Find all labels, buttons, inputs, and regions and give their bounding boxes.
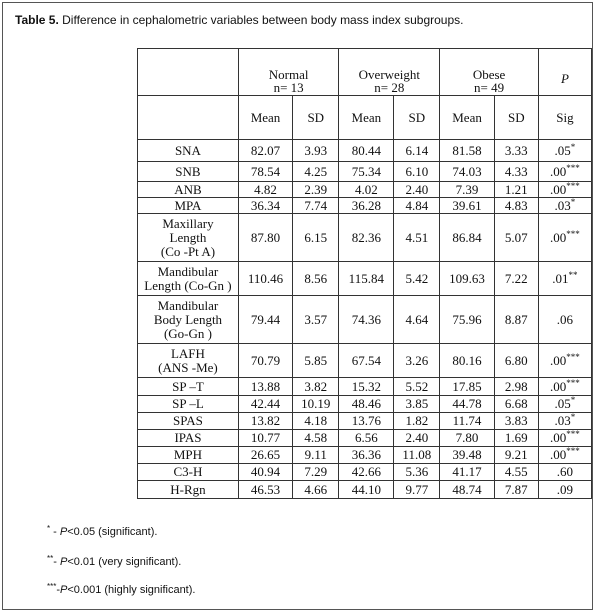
- sig-cell: [538, 481, 591, 499]
- significance-mark: ***: [566, 377, 580, 388]
- obese-sd-cell: 3.83: [494, 413, 538, 430]
- normal-mean-cell: 36.34: [238, 198, 292, 214]
- obese-mean-cell: 17.85: [440, 378, 494, 396]
- obese-sd-cell: 3.33: [494, 140, 538, 162]
- normal-sd-cell: 3.93: [293, 140, 339, 162]
- overweight-mean-cell: 75.34: [339, 162, 394, 182]
- normal-mean-cell: 40.94: [238, 464, 292, 481]
- footnote-p: P: [60, 584, 68, 596]
- variable-name: [138, 296, 239, 344]
- obese-sd-cell: 4.83: [494, 198, 538, 214]
- overweight-sd-cell: 4.51: [394, 214, 440, 262]
- sig-value: .05: [554, 142, 571, 158]
- variable-name-line: SNB: [175, 163, 201, 179]
- obese-mean-cell: 41.17: [440, 464, 494, 481]
- subheader-sd: SD: [293, 96, 339, 140]
- overweight-sd-cell: 4.84: [394, 198, 440, 214]
- normal-sd-cell: 7.29: [293, 464, 339, 481]
- sig-value: .00: [550, 229, 567, 245]
- overweight-mean-cell: 42.66: [339, 464, 394, 481]
- footnote-mark: ***: [47, 582, 57, 591]
- table-row: [138, 140, 592, 162]
- sig-value: .00: [550, 163, 567, 179]
- obese-mean-cell: 11.74: [440, 413, 494, 430]
- normal-mean-cell: 4.82: [238, 182, 292, 198]
- sig-value: .03: [554, 197, 571, 213]
- caption-text: Difference in cephalometric variables between body mass index subgroups.: [58, 13, 464, 27]
- significance-mark: ***: [566, 228, 580, 239]
- normal-sd-cell: 2.39: [293, 182, 339, 198]
- table-row: [138, 413, 592, 430]
- overweight-mean-cell: 67.54: [339, 344, 394, 378]
- footnote-separator: -: [53, 556, 60, 568]
- overweight-mean-cell: 4.02: [339, 182, 394, 198]
- sig-cell: [538, 198, 591, 214]
- table-body: [138, 140, 592, 499]
- normal-sd-cell: 6.15: [293, 214, 339, 262]
- variable-name-line: SP –T: [172, 378, 204, 394]
- overweight-mean-cell: 115.84: [339, 262, 394, 296]
- significance-mark: *: [570, 141, 576, 152]
- variable-name: [138, 430, 239, 447]
- overweight-sd-cell: 2.40: [394, 430, 440, 447]
- overweight-mean-cell: 15.32: [339, 378, 394, 396]
- significance-mark: ***: [566, 162, 580, 173]
- variable-name: [138, 396, 239, 413]
- normal-mean-cell: 110.46: [238, 262, 292, 296]
- obese-sd-cell: 7.22: [494, 262, 538, 296]
- variable-name-line: IPAS: [174, 430, 202, 445]
- significance-mark: ***: [566, 446, 580, 456]
- normal-mean-cell: 82.07: [238, 140, 292, 162]
- overweight-sd-cell: 5.52: [394, 378, 440, 396]
- obese-sd-cell: 4.55: [494, 464, 538, 481]
- subheader-sd: SD: [494, 96, 538, 140]
- obese-sd-cell: 5.07: [494, 214, 538, 262]
- overweight-sd-cell: 6.10: [394, 162, 440, 182]
- variable-name-line: SNA: [174, 142, 201, 158]
- sig-value: .00: [550, 378, 567, 394]
- table-row: [138, 464, 592, 481]
- overweight-sd-cell: 9.77: [394, 481, 440, 499]
- obese-sd-cell: 9.21: [494, 447, 538, 464]
- sig-cell: [538, 464, 591, 481]
- footnote-mark: *: [47, 524, 51, 533]
- overweight-sd-cell: 3.85: [394, 396, 440, 413]
- variable-name-line: MPA: [174, 197, 202, 213]
- table-row: [138, 262, 592, 296]
- variable-name-line: Mandibular: [157, 297, 219, 313]
- header-corner: [138, 49, 239, 96]
- overweight-mean-cell: 36.28: [339, 198, 394, 214]
- table-row: [138, 481, 592, 499]
- normal-sd-cell: 4.18: [293, 413, 339, 430]
- obese-sd-cell: 6.68: [494, 396, 538, 413]
- significance-mark: ***: [566, 180, 580, 191]
- normal-mean-cell: 42.44: [238, 396, 292, 413]
- footnote: [47, 526, 157, 538]
- normal-mean-cell: 13.82: [238, 413, 292, 430]
- sig-cell: [538, 296, 591, 344]
- sig-value: .00: [550, 447, 567, 462]
- subheader-mean: Mean: [440, 96, 494, 140]
- significance-mark: ***: [566, 351, 580, 362]
- normal-mean-cell: 13.88: [238, 378, 292, 396]
- table-caption: [15, 13, 463, 27]
- normal-sd-cell: 5.85: [293, 344, 339, 378]
- normal-sd-cell: 10.19: [293, 396, 339, 413]
- significance-mark: ***: [566, 429, 580, 439]
- footnote-text: <0.05 (significant).: [67, 526, 158, 538]
- normal-sd-cell: 4.66: [293, 481, 339, 499]
- sig-value: .06: [556, 311, 574, 327]
- overweight-sd-cell: 5.42: [394, 262, 440, 296]
- sig-value: .00: [550, 181, 567, 197]
- sig-cell: [538, 182, 591, 198]
- footnote-p: P: [59, 556, 68, 568]
- group-name: Overweight: [358, 67, 421, 82]
- variable-name-line: (Go-Gn ): [163, 325, 212, 341]
- overweight-sd-cell: 4.64: [394, 296, 440, 344]
- sig-cell: [538, 413, 591, 430]
- normal-mean-cell: 87.80: [238, 214, 292, 262]
- obese-sd-cell: 1.21: [494, 182, 538, 198]
- p-header-label: P: [560, 71, 569, 86]
- sig-value: .09: [556, 481, 574, 497]
- subheader-sd: SD: [394, 96, 440, 140]
- table-row: [138, 198, 592, 214]
- variable-name-line: Body Length: [153, 311, 223, 327]
- significance-mark: *: [570, 395, 576, 405]
- obese-sd-cell: 7.87: [494, 481, 538, 499]
- variable-name: [138, 413, 239, 430]
- obese-sd-cell: 6.80: [494, 344, 538, 378]
- variable-name-line: Mandibular: [157, 263, 219, 279]
- sig-value: .00: [550, 430, 567, 445]
- sig-cell: [538, 262, 591, 296]
- cephalometric-table: [137, 48, 592, 499]
- sig-cell: [538, 162, 591, 182]
- footnote: [47, 584, 195, 596]
- table-row: [138, 182, 592, 198]
- variable-name-line: H-Rgn: [170, 481, 206, 497]
- table-row: [138, 214, 592, 262]
- variable-name-line: LAFH: [170, 345, 205, 361]
- subheader-corner: [138, 96, 239, 140]
- footnote-text: <0.001 (highly significant).: [67, 584, 196, 596]
- overweight-sd-cell: 11.08: [394, 447, 440, 464]
- variable-name: [138, 262, 239, 296]
- group-name: Obese: [472, 67, 506, 82]
- variable-name: [138, 378, 239, 396]
- obese-sd-cell: 4.33: [494, 162, 538, 182]
- footnote: [47, 556, 181, 568]
- table-row: [138, 447, 592, 464]
- table-row: [138, 396, 592, 413]
- obese-sd-cell: 1.69: [494, 430, 538, 447]
- variable-name-line: (ANS -Me): [158, 359, 218, 375]
- variable-name: [138, 481, 239, 499]
- overweight-sd-cell: 3.26: [394, 344, 440, 378]
- footnote-mark: **: [47, 554, 54, 563]
- normal-sd-cell: 8.56: [293, 262, 339, 296]
- subheader-row: [138, 96, 592, 140]
- overweight-mean-cell: 74.36: [339, 296, 394, 344]
- variable-name-line: Length: [169, 229, 207, 245]
- table-row: [138, 378, 592, 396]
- variable-name-line: SPAS: [173, 413, 203, 428]
- variable-name-line: MPH: [173, 447, 203, 462]
- table-row: [138, 430, 592, 447]
- group-n: n= 13: [273, 80, 304, 95]
- footnote-p: P: [59, 526, 68, 538]
- overweight-mean-cell: 80.44: [339, 140, 394, 162]
- obese-mean-cell: 48.74: [440, 481, 494, 499]
- overweight-mean-cell: 6.56: [339, 430, 394, 447]
- sig-cell: [538, 214, 591, 262]
- overweight-mean-cell: 13.76: [339, 413, 394, 430]
- normal-sd-cell: 3.57: [293, 296, 339, 344]
- variable-name: [138, 214, 239, 262]
- footnote-text: <0.01 (very significant).: [67, 556, 182, 568]
- significance-mark: *: [570, 412, 576, 422]
- sig-cell: [538, 430, 591, 447]
- normal-mean-cell: 78.54: [238, 162, 292, 182]
- normal-sd-cell: 3.82: [293, 378, 339, 396]
- sig-value: .05: [554, 396, 571, 411]
- variable-name: [138, 447, 239, 464]
- normal-mean-cell: 46.53: [238, 481, 292, 499]
- obese-sd-cell: 2.98: [494, 378, 538, 396]
- group-name: Normal: [268, 67, 309, 82]
- variable-name: [138, 198, 239, 214]
- overweight-mean-cell: 82.36: [339, 214, 394, 262]
- normal-mean-cell: 10.77: [238, 430, 292, 447]
- variable-name: [138, 182, 239, 198]
- obese-mean-cell: 86.84: [440, 214, 494, 262]
- sig-value: .60: [556, 464, 574, 479]
- overweight-mean-cell: 36.36: [339, 447, 394, 464]
- variable-name: [138, 344, 239, 378]
- normal-sd-cell: 4.58: [293, 430, 339, 447]
- caption-label: Table 5.: [15, 13, 59, 27]
- sig-cell: [538, 140, 591, 162]
- sig-cell: [538, 378, 591, 396]
- obese-mean-cell: 44.78: [440, 396, 494, 413]
- variable-name-line: SP –L: [172, 396, 204, 411]
- obese-mean-cell: 39.48: [440, 447, 494, 464]
- overweight-sd-cell: 5.36: [394, 464, 440, 481]
- normal-sd-cell: 9.11: [293, 447, 339, 464]
- overweight-sd-cell: 2.40: [394, 182, 440, 198]
- group-n: n= 28: [374, 80, 405, 95]
- overweight-sd-cell: 1.82: [394, 413, 440, 430]
- normal-mean-cell: 70.79: [238, 344, 292, 378]
- obese-mean-cell: 74.03: [440, 162, 494, 182]
- variable-name: [138, 162, 239, 182]
- sig-value: .00: [550, 352, 567, 368]
- variable-name-line: Length (Co-Gn ): [144, 277, 232, 293]
- p-header: [538, 49, 591, 96]
- significance-mark: **: [568, 269, 578, 280]
- footnote-separator: -: [56, 584, 61, 596]
- overweight-mean-cell: 44.10: [339, 481, 394, 499]
- normal-mean-cell: 26.65: [238, 447, 292, 464]
- obese-mean-cell: 75.96: [440, 296, 494, 344]
- group-n: n= 49: [474, 80, 505, 95]
- table-row: [138, 344, 592, 378]
- normal-sd-cell: 7.74: [293, 198, 339, 214]
- sig-cell: [538, 396, 591, 413]
- obese-mean-cell: 80.16: [440, 344, 494, 378]
- obese-sd-cell: 8.87: [494, 296, 538, 344]
- variable-name: [138, 464, 239, 481]
- table-row: [138, 296, 592, 344]
- variable-name-line: (Co -Pt A): [160, 243, 216, 259]
- obese-mean-cell: 7.39: [440, 182, 494, 198]
- variable-name-line: ANB: [174, 181, 202, 197]
- subheader-mean: Mean: [238, 96, 292, 140]
- significance-mark: *: [570, 196, 576, 207]
- normal-mean-cell: 79.44: [238, 296, 292, 344]
- table-frame: [2, 2, 593, 610]
- subheader-sig: Sig: [538, 96, 591, 140]
- table-row: [138, 162, 592, 182]
- group-header-obese: [440, 49, 539, 96]
- obese-mean-cell: 81.58: [440, 140, 494, 162]
- normal-sd-cell: 4.25: [293, 162, 339, 182]
- variable-name-line: C3-H: [173, 464, 203, 479]
- variable-name-line: Maxillary: [162, 215, 214, 231]
- footnote-separator: -: [50, 526, 60, 538]
- obese-mean-cell: 109.63: [440, 262, 494, 296]
- overweight-mean-cell: 48.46: [339, 396, 394, 413]
- group-header-normal: [238, 49, 338, 96]
- variable-name: [138, 140, 239, 162]
- subheader-mean: Mean: [339, 96, 394, 140]
- sig-cell: [538, 344, 591, 378]
- sig-cell: [538, 447, 591, 464]
- sig-value: .01: [552, 270, 569, 286]
- obese-mean-cell: 39.61: [440, 198, 494, 214]
- sig-value: .03: [554, 413, 571, 428]
- overweight-sd-cell: 6.14: [394, 140, 440, 162]
- group-header-overweight: [339, 49, 440, 96]
- obese-mean-cell: 7.80: [440, 430, 494, 447]
